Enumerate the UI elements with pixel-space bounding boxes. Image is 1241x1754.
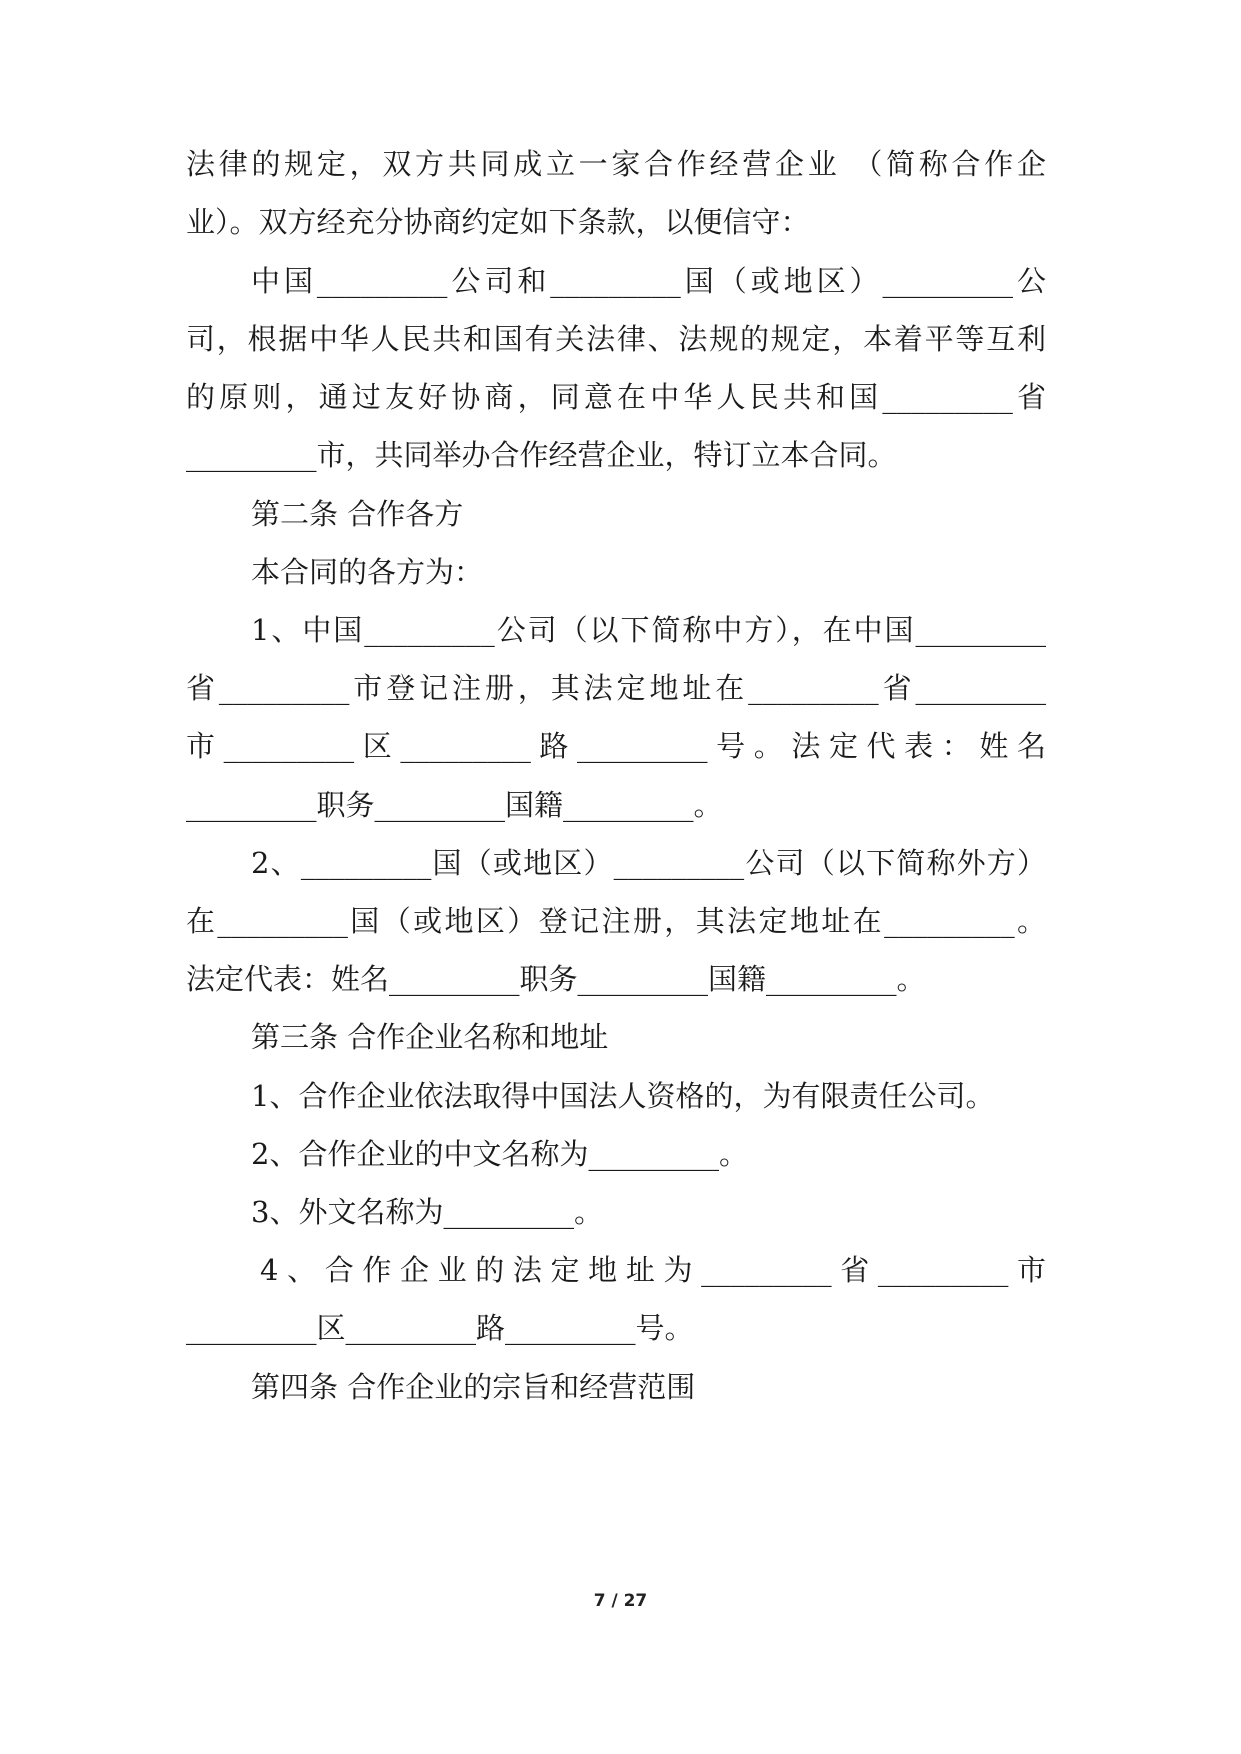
paragraph-line: 2、合作企业的中文名称为_________。	[251, 1137, 748, 1171]
paragraph-line: _________市，共同举办合作经营企业，特订立本合同。	[186, 438, 897, 472]
paragraph-line: 1、中国_________公司（以下简称中方），在中国_________	[251, 613, 1046, 647]
page-number: 7 / 27	[593, 1591, 648, 1611]
paragraph-line: _________区_________路_________号。	[186, 1311, 694, 1345]
paragraph-line: 中国_________公司和_________国（或地区）_________公	[251, 264, 1046, 298]
paragraph-line: 市_________区_________路_________号。法定代表：姓名	[186, 729, 1046, 763]
paragraph-line: 2、_________国（或地区）_________公司（以下简称外方）	[251, 846, 1046, 880]
paragraph-line: 业）。双方经充分协商约定如下条款，以便信守：	[186, 205, 810, 239]
section-heading: 第三条 合作企业名称和地址	[251, 1020, 609, 1054]
paragraph-line: 在_________国（或地区）登记注册，其法定地址在_________。	[186, 904, 1046, 938]
paragraph-line: 省_________市登记注册，其法定地址在_________省_________	[186, 671, 1046, 705]
paragraph-line: 司，根据中华人民共和国有关法律、法规的规定，本着平等互利	[186, 322, 1046, 356]
paragraph-line: 4、合作企业的法定地址为_________省_________市	[260, 1253, 1046, 1287]
section-heading: 第四条 合作企业的宗旨和经营范围	[251, 1370, 696, 1404]
paragraph-line: 法律的规定，双方共同成立一家合作经营企业 （简称合作企	[186, 147, 1046, 181]
paragraph-line: 法定代表：姓名_________职务_________国籍_________。	[186, 962, 926, 996]
paragraph-line: 的原则，通过友好协商，同意在中华人民共和国_________省	[186, 380, 1046, 414]
paragraph-line: 本合同的各方为：	[251, 555, 484, 589]
paragraph-line: 1、合作企业依法取得中国法人资格的，为有限责任公司。	[251, 1079, 995, 1113]
paragraph-line: _________职务_________国籍_________。	[186, 788, 723, 822]
section-heading: 第二条 合作各方	[251, 497, 464, 531]
paragraph-line: 3、外文名称为_________。	[251, 1195, 603, 1229]
